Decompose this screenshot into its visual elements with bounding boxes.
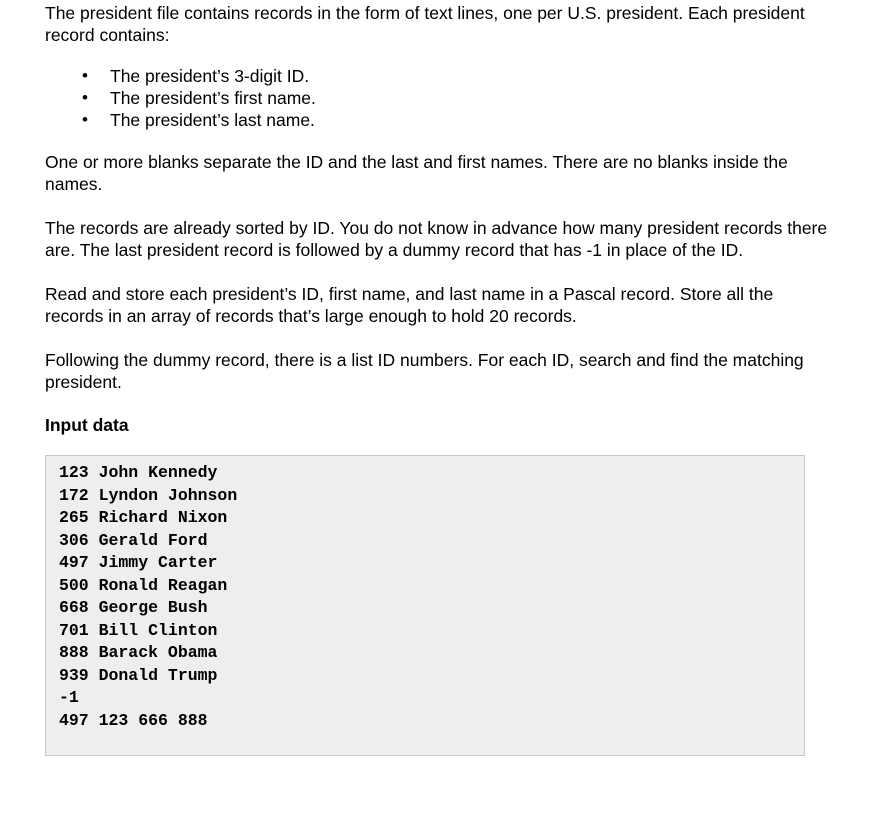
- field-id-text: The president’s 3-digit ID.: [110, 66, 310, 86]
- storage-paragraph: Read and store each president’s ID, first name, and last name in a Pascal record. Store all the records in an array of records that’s large enough to hold 20 records.: [45, 284, 774, 326]
- search-paragraph: Following the dummy record, there is a list ID numbers. For each ID, search and find the matching president.: [45, 350, 804, 392]
- input-data-heading: Input data: [45, 415, 129, 435]
- code-line: 701 Bill Clinton: [59, 620, 218, 640]
- bullet-icon: •: [82, 110, 88, 129]
- code-line: 123 John Kennedy: [59, 463, 218, 482]
- code-line: 497 Jimmy Carter: [59, 553, 218, 572]
- record-fields-list: [45, 65, 835, 131]
- intro-paragraph: The president file contains records in the form of text lines, one per U.S. president. Each president record contains:: [45, 3, 805, 45]
- code-line: 668 George Bush: [59, 598, 208, 617]
- code-line: 939 Donald Trump: [59, 665, 218, 685]
- sorted-paragraph: The records are already sorted by ID. You do not know in advance how many president records there are. The last president record is followed by a dummy record that has -1 in place of the ID.: [45, 218, 828, 260]
- code-line: 172 Lyndon Johnson: [59, 485, 238, 505]
- code-line: 265 Richard Nixon: [59, 508, 228, 527]
- document-page: [45, 0, 835, 756]
- bullet-icon: •: [82, 88, 88, 107]
- blanks-paragraph: One or more blanks separate the ID and the last and first names. There are no blanks inside the names.: [45, 152, 788, 194]
- list-item: [82, 87, 835, 109]
- code-line: 306 Gerald Ford: [59, 530, 208, 550]
- code-line: 888 Barack Obama: [59, 643, 218, 662]
- list-item: [82, 65, 835, 87]
- input-data-box: [45, 455, 805, 756]
- field-first-name-text: The president’s first name.: [110, 88, 316, 108]
- code-line: 497 123 666 888: [59, 710, 208, 730]
- list-item: [82, 109, 835, 131]
- field-last-name-text: The president’s last name.: [110, 110, 315, 130]
- code-line: 500 Ronald Reagan: [59, 575, 228, 595]
- code-line: -1: [59, 688, 79, 707]
- bullet-icon: •: [82, 66, 88, 85]
